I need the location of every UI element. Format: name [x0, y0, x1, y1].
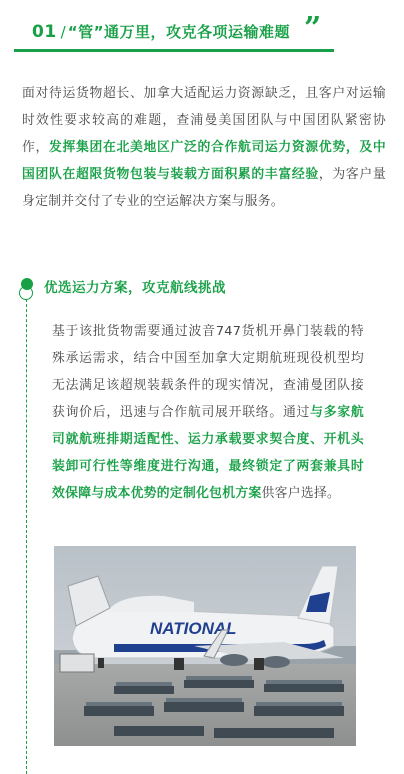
aircraft-illustration	[54, 546, 356, 746]
subsection-highlight: 与多家航司就航班排期适配性、运力承载要求契合度、开机头装卸可行性等维度进行沟通，最终锁定了两套兼具时效保障与成本优势的定制化包机方案	[52, 405, 364, 501]
intro-text-2: ，为客户量身定制并交付了专业的空运解决方案与服务。	[22, 167, 387, 209]
intro-paragraph	[22, 80, 386, 215]
section-separator: /	[60, 22, 66, 41]
cargo-aircraft-photo	[54, 546, 356, 746]
subsection-paragraph	[52, 318, 364, 507]
subsection-text-1: 基于该批货物需要通过波音747货机开鼻门装载的特殊承运需求，结合中国至加拿大定期航班现役机型均无法满足该超规装载条件的现实情况，查浦曼团队接获询价后，迅速与合作航司展开联络。通过	[52, 324, 364, 420]
section-title: “管”通万里，攻克各项运输难题	[67, 23, 290, 41]
section-header	[14, 11, 334, 52]
timeline-dot-icon	[21, 278, 33, 290]
quote-mark-icon: ”	[304, 11, 318, 46]
subsection-title: 优选运力方案，攻克航线挑战	[44, 280, 226, 296]
intro-highlight: 发挥集团在北美地区广泛的合作航司运力资源优势，及中国团队在超限货物包装与装载方面积累的丰富经验	[22, 140, 386, 182]
subsection-text-2: 供客户选择。	[261, 486, 341, 501]
aircraft-livery-text: NATIONAL	[150, 619, 237, 638]
intro-text-1: 面对待运货物超长、加拿大适配运力资源缺乏，且客户对运输时效性要求较高的难题，查浦曼美国团队与中国团队紧密协作，	[22, 86, 386, 155]
section-number: 01	[32, 21, 57, 42]
timeline-dashed-line	[26, 284, 27, 774]
